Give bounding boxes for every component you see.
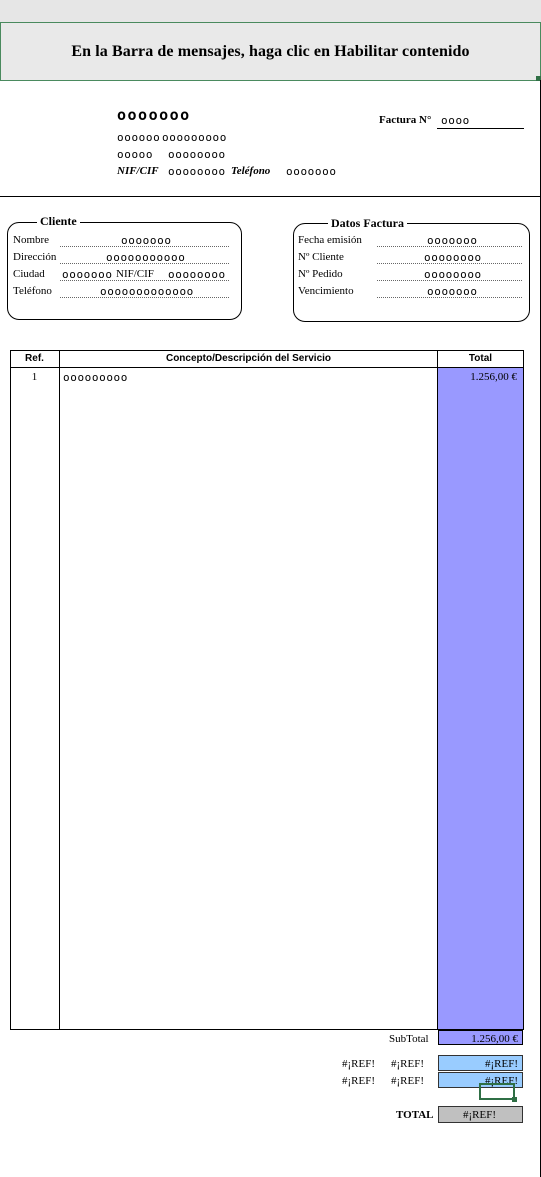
invoice-data-box-title-line (440, 223, 515, 224)
invoice-date-value: ooooooo (427, 234, 478, 247)
table-header-line (10, 367, 524, 368)
header-concept: Concepto/Descripción del Servicio (165, 353, 332, 364)
message-bar-text: En la Barra de mensajes, haga clic en Habilitar contenido (71, 42, 470, 60)
client-box-title-line (106, 222, 214, 223)
items-table (10, 350, 524, 1030)
invoice-data-box-title: Datos Factura (328, 216, 407, 231)
client-box-title: Cliente (37, 214, 80, 229)
client-name-value: ooooooo (121, 234, 172, 247)
invoice-date-label: Fecha emisión (298, 234, 362, 246)
company-phone-value: ooooooo (286, 165, 337, 178)
company-line2b: oooooooo (168, 148, 226, 161)
company-line1b: ooooooooo (162, 131, 228, 144)
subtotal-label: SubTotal (389, 1033, 429, 1045)
client-address-label: Dirección (13, 251, 57, 263)
tax2-label-b: #¡REF! (391, 1075, 424, 1087)
tax1-label-b: #¡REF! (391, 1058, 424, 1070)
invoice-client-no-value: oooooooo (424, 251, 482, 264)
invoice-order-no-label: Nº Pedido (298, 268, 343, 280)
row-total: 1.256,00 € (470, 371, 517, 383)
tax1-value: #¡REF! (485, 1058, 518, 1070)
message-bar[interactable] (0, 22, 541, 81)
client-phone-value: ooooooooooooo (100, 285, 194, 298)
company-line1a: oooooo (117, 131, 161, 144)
invoice-order-no-value: oooooooo (424, 268, 482, 281)
tax2-label-a: #¡REF! (342, 1075, 375, 1087)
table-col-line-1 (59, 350, 60, 1030)
invoice-number-label: Factura N° (379, 114, 432, 126)
subtotal-value: 1.256,00 € (471, 1033, 518, 1045)
invoice-number-underline (437, 128, 524, 129)
total-label: TOTAL (396, 1109, 434, 1121)
header-total: Total (468, 353, 493, 364)
company-phone-label: Teléfono (231, 165, 271, 177)
client-phone-label: Teléfono (13, 285, 52, 297)
company-line2a: ooooo (117, 148, 154, 161)
tax1-label-a: #¡REF! (342, 1058, 375, 1070)
invoice-due-label: Vencimiento (298, 285, 354, 297)
client-name-label: Nombre (13, 234, 50, 246)
toolbar-strip (0, 0, 541, 22)
invoice-client-no-label: Nº Cliente (298, 251, 344, 263)
active-cell-selection[interactable] (479, 1083, 515, 1100)
company-nif-value: oooooooo (168, 165, 226, 178)
client-address-value: ooooooooooo (106, 251, 186, 264)
invoice-due-value: ooooooo (427, 285, 478, 298)
total-value: #¡REF! (463, 1109, 496, 1121)
company-nif-label: NIF/CIF (117, 165, 159, 177)
header-divider (0, 196, 540, 197)
company-name: ooooooo (117, 106, 191, 124)
client-city-value: ooooooo (62, 268, 113, 281)
header-ref: Ref. (25, 353, 44, 364)
client-nif-label: NIF/CIF (116, 268, 154, 280)
invoice-number-value: oooo (441, 114, 470, 127)
table-col-line-2 (437, 350, 438, 1030)
fill-handle[interactable] (512, 1097, 517, 1102)
row-ref: 1 (31, 371, 38, 383)
client-nif-value: oooooooo (168, 268, 226, 281)
row-concept: ooooooooo (63, 371, 129, 384)
client-city-label: Ciudad (13, 268, 45, 280)
tax2-value: #¡REF! (485, 1075, 518, 1087)
